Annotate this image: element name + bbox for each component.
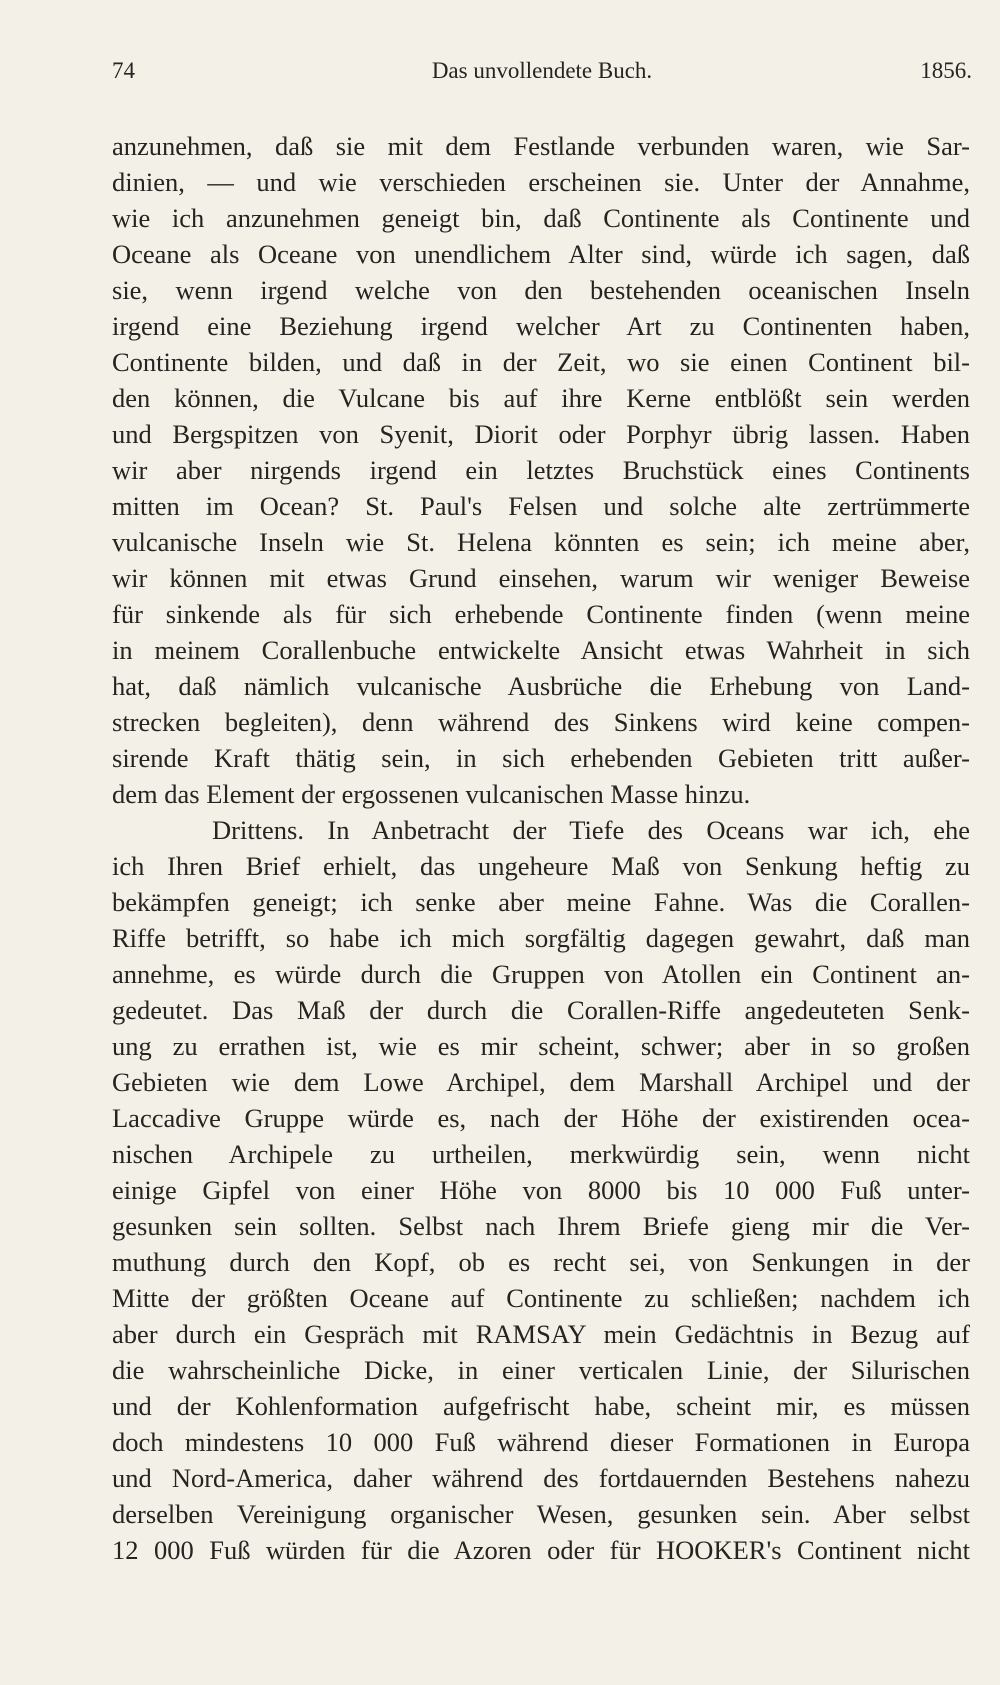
header-year: 1856. — [920, 58, 972, 83]
page-number: 74 — [112, 58, 135, 83]
text-line: vulcanische Inseln wie St. Helena könnten es sein; ich meine aber, — [112, 527, 970, 557]
text-line: die wahrscheinliche Dicke, in einer verticalen Linie, der Silurischen — [112, 1355, 970, 1385]
text-line: ung zu errathen ist, wie es mir scheint, schwer; aber in so großen — [112, 1031, 970, 1061]
text-line: ich Ihren Brief erhielt, das ungeheure Maß von Senkung heftig zu — [112, 851, 970, 881]
running-header — [112, 58, 972, 98]
text-line: Gebieten wie dem Lowe Archipel, dem Marshall Archipel und der — [112, 1067, 970, 1097]
text-line: aber durch ein Gespräch mit RAMSAY mein Gedächtnis in Bezug auf — [112, 1319, 970, 1349]
text-line: derselben Vereinigung organischer Wesen, gesunken sein. Aber selbst — [112, 1499, 970, 1529]
text-line: wir aber nirgends irgend ein letztes Bruchstück eines Continents — [112, 455, 970, 485]
text-line: und Nord-America, daher während des fortdauernden Bestehens nahezu — [112, 1463, 970, 1493]
text-line: irgend eine Beziehung irgend welcher Art zu Continenten haben, — [112, 311, 970, 341]
text-line: gesunken sein sollten. Selbst nach Ihrem Briefe gieng mir die Ver- — [112, 1211, 970, 1241]
text-line: sie, wenn irgend welche von den bestehenden oceanischen Inseln — [112, 275, 970, 305]
text-line: 12 000 Fuß würden für die Azoren oder für HOOKER's Continent nicht — [112, 1535, 970, 1565]
text-line: Oceane als Oceane von unendlichem Alter sind, würde ich sagen, daß — [112, 239, 970, 269]
text-line: dinien, — und wie verschieden erscheinen sie. Unter der Annahme, — [112, 167, 970, 197]
body-text — [112, 128, 970, 1568]
text-line: anzunehmen, daß sie mit dem Festlande verbunden waren, wie Sar- — [112, 131, 970, 161]
text-line: Mitte der größten Oceane auf Continente zu schließen; nachdem ich — [112, 1283, 970, 1313]
running-title: Das unvollendete Buch. — [431, 58, 653, 83]
text-line: Continente bilden, und daß in der Zeit, wo sie einen Continent bil- — [112, 347, 970, 377]
text-line: einige Gipfel von einer Höhe von 8000 bis 10 000 Fuß unter- — [112, 1175, 970, 1205]
text-line: strecken begleiten), denn während des Sinkens wird keine compen- — [112, 707, 970, 737]
text-line: in meinem Corallenbuche entwickelte Ansicht etwas Wahrheit in sich — [112, 635, 970, 665]
text-line: gedeutet. Das Maß der durch die Corallen-Riffe angedeuteten Senk- — [112, 995, 970, 1025]
paragraph-start-line: Drittens. In Anbetracht der Tiefe des Oceans war ich, ehe — [212, 815, 970, 845]
paragraph-end-line: dem das Element der ergossenen vulcanischen Masse hinzu. — [112, 779, 751, 809]
text-line: Laccadive Gruppe würde es, nach der Höhe der existirenden ocea- — [112, 1103, 970, 1133]
text-line: und Bergspitzen von Syenit, Diorit oder Porphyr übrig lassen. Haben — [112, 419, 970, 449]
text-line: Riffe betrifft, so habe ich mich sorgfältig dagegen gewahrt, daß man — [112, 923, 970, 953]
text-line: muthung durch den Kopf, ob es recht sei, von Senkungen in der — [112, 1247, 970, 1277]
text-line: sirende Kraft thätig sein, in sich erhebenden Gebieten tritt außer- — [112, 743, 970, 773]
text-line: hat, daß nämlich vulcanische Ausbrüche die Erhebung von Land- — [112, 671, 970, 701]
text-line: doch mindestens 10 000 Fuß während dieser Formationen in Europa — [112, 1427, 970, 1457]
text-line: für sinkende als für sich erhebende Continente finden (wenn meine — [112, 599, 970, 629]
text-line: nischen Archipele zu urtheilen, merkwürdig sein, wenn nicht — [112, 1139, 970, 1169]
text-line: mitten im Ocean? St. Paul's Felsen und solche alte zertrümmerte — [112, 491, 970, 521]
text-line: wir können mit etwas Grund einsehen, warum wir weniger Beweise — [112, 563, 970, 593]
text-line: und der Kohlenformation aufgefrischt habe, scheint mir, es müssen — [112, 1391, 970, 1421]
text-line: den können, die Vulcane bis auf ihre Kerne entblößt sein werden — [112, 383, 970, 413]
text-line: wie ich anzunehmen geneigt bin, daß Continente als Continente und — [112, 203, 970, 233]
text-line: bekämpfen geneigt; ich senke aber meine Fahne. Was die Corallen- — [112, 887, 970, 917]
text-line: annehme, es würde durch die Gruppen von Atollen ein Continent an- — [112, 959, 970, 989]
